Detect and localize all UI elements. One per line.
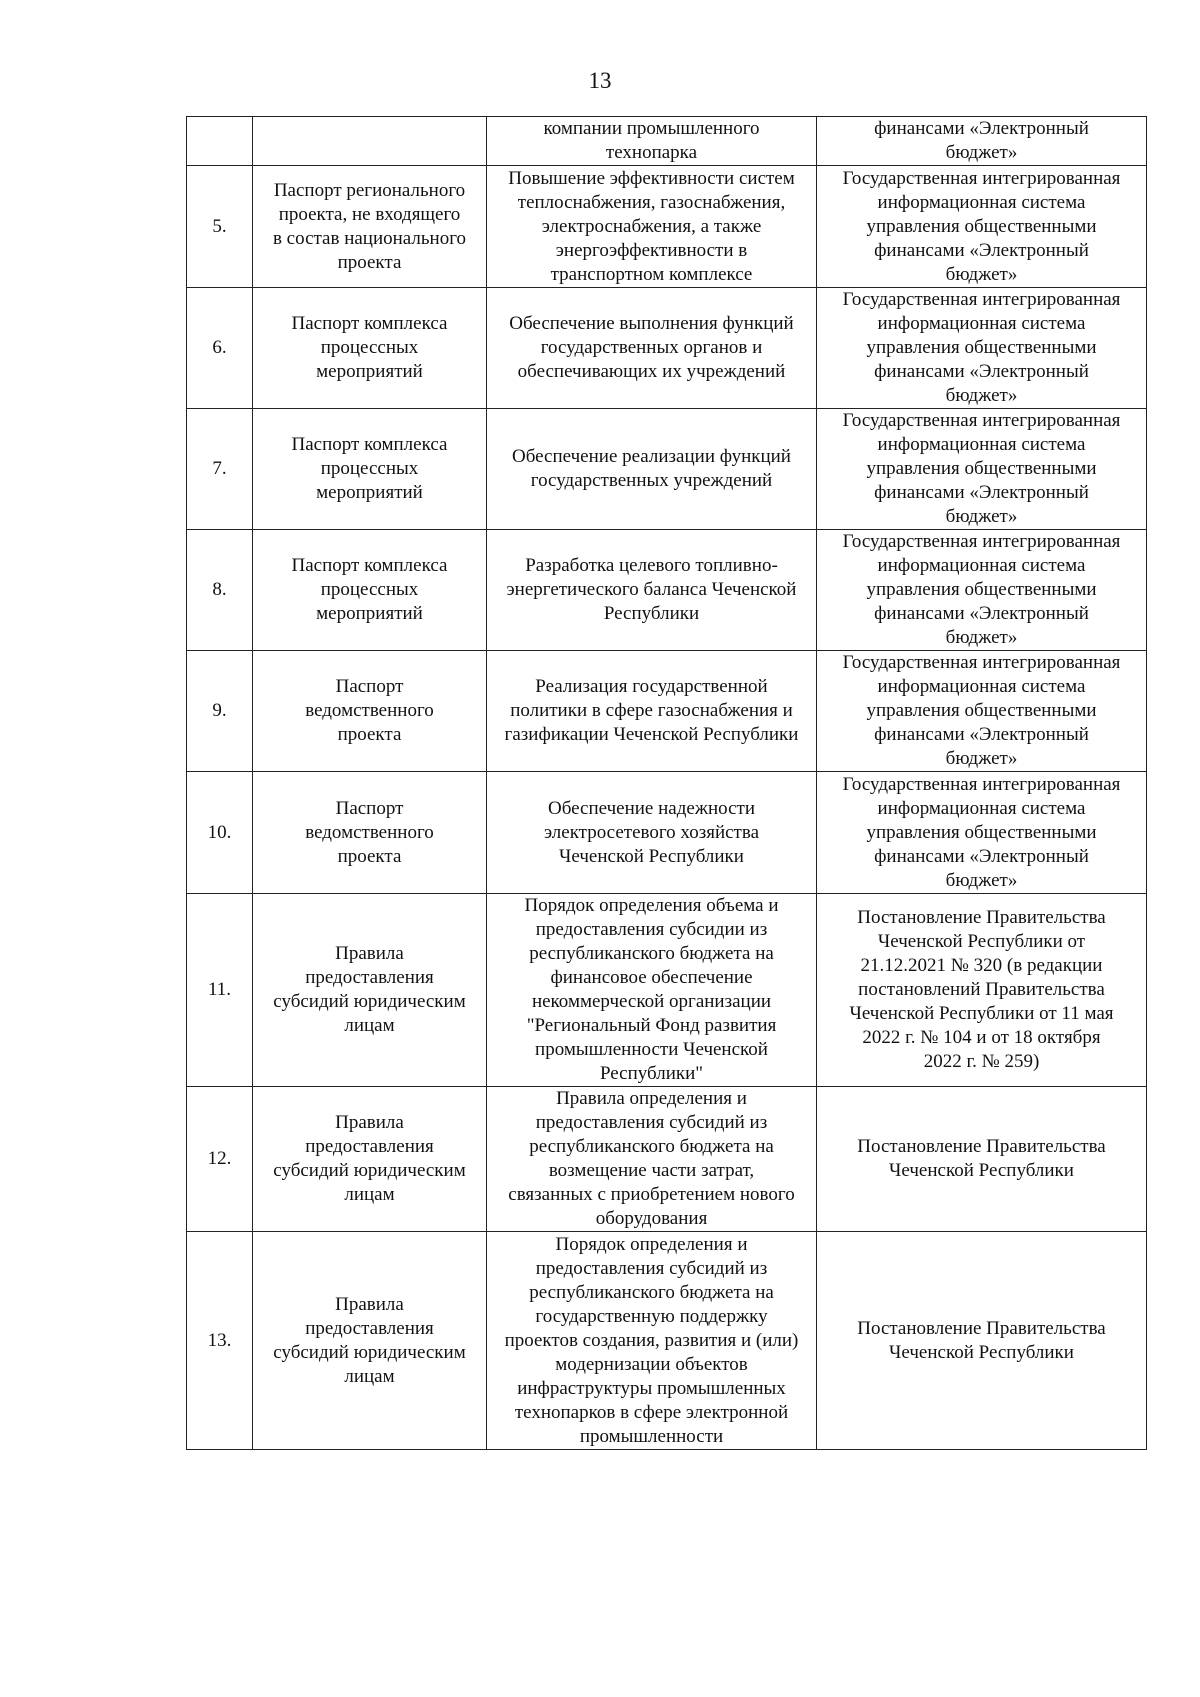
table-row: [187, 772, 1147, 894]
row-number: 7.: [187, 409, 253, 530]
information-system: Государственная интегрированная информационная система управления общественными финансами «Электронный бюджет»: [817, 166, 1147, 288]
document-name: Правила определения и предоставления субсидий из республиканского бюджета на возмещение части затрат, связанных с приобретением нового оборудования: [487, 1087, 817, 1232]
document-name: Порядок определения и предоставления субсидий из республиканского бюджета на государственную поддержку проектов создания, развития и (или) модернизации объектов инфраструктуры промышленных технопарков в сфере электронной промышленности: [487, 1232, 817, 1450]
table-row: [187, 1087, 1147, 1232]
document-type: Правила предоставления субсидий юридическим лицам: [253, 894, 487, 1087]
document-name: Разработка целевого топливно- энергетического баланса Чеченской Республики: [487, 530, 817, 651]
information-system: Государственная интегрированная информационная система управления общественными финансами «Электронный бюджет»: [817, 530, 1147, 651]
document-name: компании промышленного технопарка: [487, 117, 817, 166]
information-system: Государственная интегрированная информационная система управления общественными финансами «Электронный бюджет»: [817, 651, 1147, 772]
row-number: 11.: [187, 894, 253, 1087]
document-name: Обеспечение надежности электросетевого хозяйства Чеченской Республики: [487, 772, 817, 894]
document-type: Паспорт ведомственного проекта: [253, 651, 487, 772]
table-row: [187, 166, 1147, 288]
document-type: Паспорт комплекса процессных мероприятий: [253, 530, 487, 651]
document-name: Обеспечение выполнения функций государственных органов и обеспечивающих их учреждений: [487, 288, 817, 409]
row-number: 13.: [187, 1232, 253, 1450]
row-number: 9.: [187, 651, 253, 772]
table-row: [187, 117, 1147, 166]
document-type: Паспорт регионального проекта, не входящего в состав национального проекта: [253, 166, 487, 288]
information-system: Государственная интегрированная информационная система управления общественными финансами «Электронный бюджет»: [817, 288, 1147, 409]
document-type: Правила предоставления субсидий юридическим лицам: [253, 1232, 487, 1450]
document-table: [186, 116, 1147, 1450]
row-number: 8.: [187, 530, 253, 651]
document-type: Паспорт комплекса процессных мероприятий: [253, 409, 487, 530]
table-row: [187, 288, 1147, 409]
information-system: Постановление Правительства Чеченской Республики: [817, 1087, 1147, 1232]
table-row: [187, 530, 1147, 651]
information-system: Постановление Правительства Чеченской Республики от 21.12.2021 № 320 (в редакции постановлений Правительства Чеченской Республики от 11 мая 2022 г. № 104 и от 18 октября 2022 г. № 259): [817, 894, 1147, 1087]
document-type: Паспорт ведомственного проекта: [253, 772, 487, 894]
row-number: 5.: [187, 166, 253, 288]
table-row: [187, 651, 1147, 772]
document-type: Правила предоставления субсидий юридическим лицам: [253, 1087, 487, 1232]
document-name: Реализация государственной политики в сфере газоснабжения и газификации Чеченской Республики: [487, 651, 817, 772]
table-row: [187, 894, 1147, 1087]
information-system: Постановление Правительства Чеченской Республики: [817, 1232, 1147, 1450]
row-number: 10.: [187, 772, 253, 894]
document-name: Обеспечение реализации функций государственных учреждений: [487, 409, 817, 530]
table-row: [187, 1232, 1147, 1450]
row-number: 12.: [187, 1087, 253, 1232]
information-system: Государственная интегрированная информационная система управления общественными финансами «Электронный бюджет»: [817, 409, 1147, 530]
document-type: Паспорт комплекса процессных мероприятий: [253, 288, 487, 409]
row-number: 6.: [187, 288, 253, 409]
information-system: Государственная интегрированная информационная система управления общественными финансами «Электронный бюджет»: [817, 772, 1147, 894]
row-number: [187, 117, 253, 166]
page-number: 13: [588, 68, 612, 93]
information-system: финансами «Электронный бюджет»: [817, 117, 1147, 166]
table-row: [187, 409, 1147, 530]
document-name: Порядок определения объема и предоставления субсидии из республиканского бюджета на финансовое обеспечение некоммерческой организации "Региональный Фонд развития промышленности Чеченской Республики": [487, 894, 817, 1087]
document-name: Повышение эффективности систем теплоснабжения, газоснабжения, электроснабжения, а также энергоэффективности в транспортном комплексе: [487, 166, 817, 288]
document-type: [253, 117, 487, 166]
